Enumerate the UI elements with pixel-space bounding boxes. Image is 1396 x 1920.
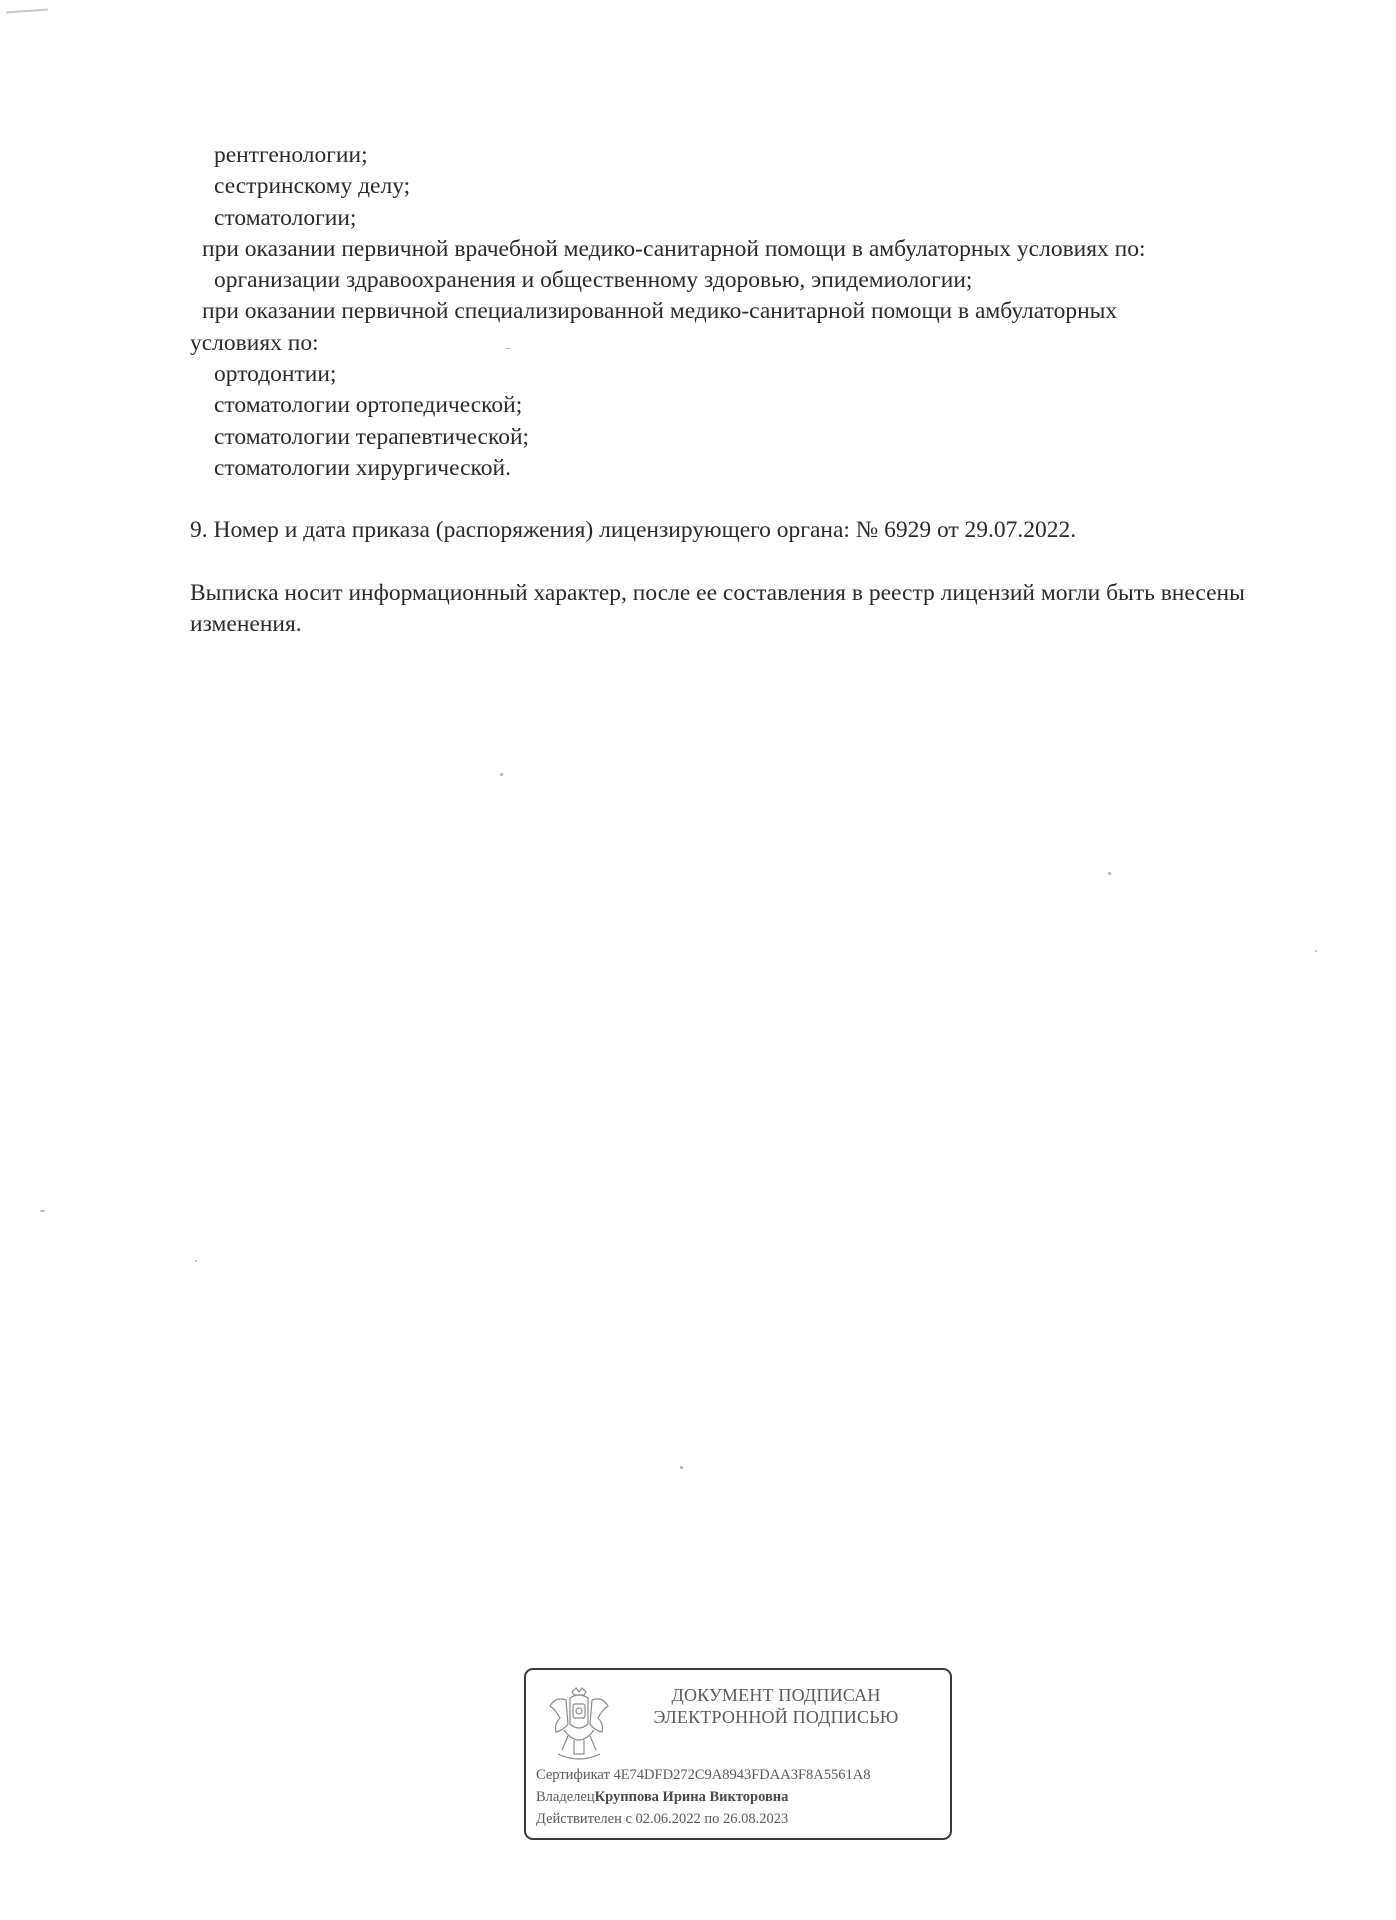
stamp-heading <box>626 1684 926 1728</box>
list-item: стоматологии хирургической. <box>214 454 511 481</box>
certificate-line <box>536 1764 952 1786</box>
scan-speck <box>680 1466 683 1469</box>
list-item: ортодонтии; <box>214 361 337 388</box>
stamp-heading-line: ЭЛЕКТРОННОЙ ПОДПИСЬЮ <box>653 1707 899 1727</box>
stamp-details <box>536 1764 952 1830</box>
owner-line <box>536 1786 952 1808</box>
certificate-value: 4E74DFD272C9A8943FDAA3F8A5561A8 <box>613 1767 871 1783</box>
certificate-label: Сертификат <box>536 1767 610 1783</box>
disclaimer-paragraph: Выписка носит информационный характер, после ее составления в реестр лицензий могли быть внесены изменения. <box>190 579 1245 637</box>
list-item: стоматологии ортопедической; <box>214 392 523 419</box>
stamp-heading-line: ДОКУМЕНТ ПОДПИСАН <box>671 1685 881 1705</box>
document-body <box>190 140 1270 640</box>
list-item: стоматологии; <box>214 204 357 231</box>
scan-speck <box>40 1210 45 1212</box>
section-heading: при оказании первичной врачебной медико-санитарной помощи в амбулаторных условиях по: <box>202 235 1146 262</box>
list-item: рентгенологии; <box>214 142 368 168</box>
electronic-signature-stamp <box>524 1668 952 1840</box>
list-item: организации здравоохранения и общественному здоровью, эпидемиологии; <box>214 267 973 294</box>
order-number-paragraph: 9. Номер и дата приказа (распоряжения) лицензирующего органа: № 6929 от 29.07.2022. <box>190 517 1077 544</box>
owner-value: Круппова Ирина Викторовна <box>594 1789 789 1805</box>
section-heading-continuation: условиях по: <box>190 329 319 356</box>
list-item: стоматологии терапевтической; <box>214 423 530 450</box>
validity-line: Действителен с 02.06.2022 по 26.08.2023 <box>536 1811 789 1827</box>
section-heading: при оказании первичной специализированной медико-санитарной помощи в амбулаторных <box>202 298 1118 325</box>
scan-speck <box>505 348 511 349</box>
list-item: сестринскому делу; <box>214 173 411 200</box>
scan-speck <box>1108 872 1111 875</box>
owner-label: Владелец <box>536 1789 595 1805</box>
scan-speck <box>195 1260 197 1262</box>
scan-speck <box>500 773 503 776</box>
scan-mark <box>6 9 48 14</box>
scan-speck <box>1315 950 1317 952</box>
coat-of-arms-icon <box>544 1684 614 1766</box>
